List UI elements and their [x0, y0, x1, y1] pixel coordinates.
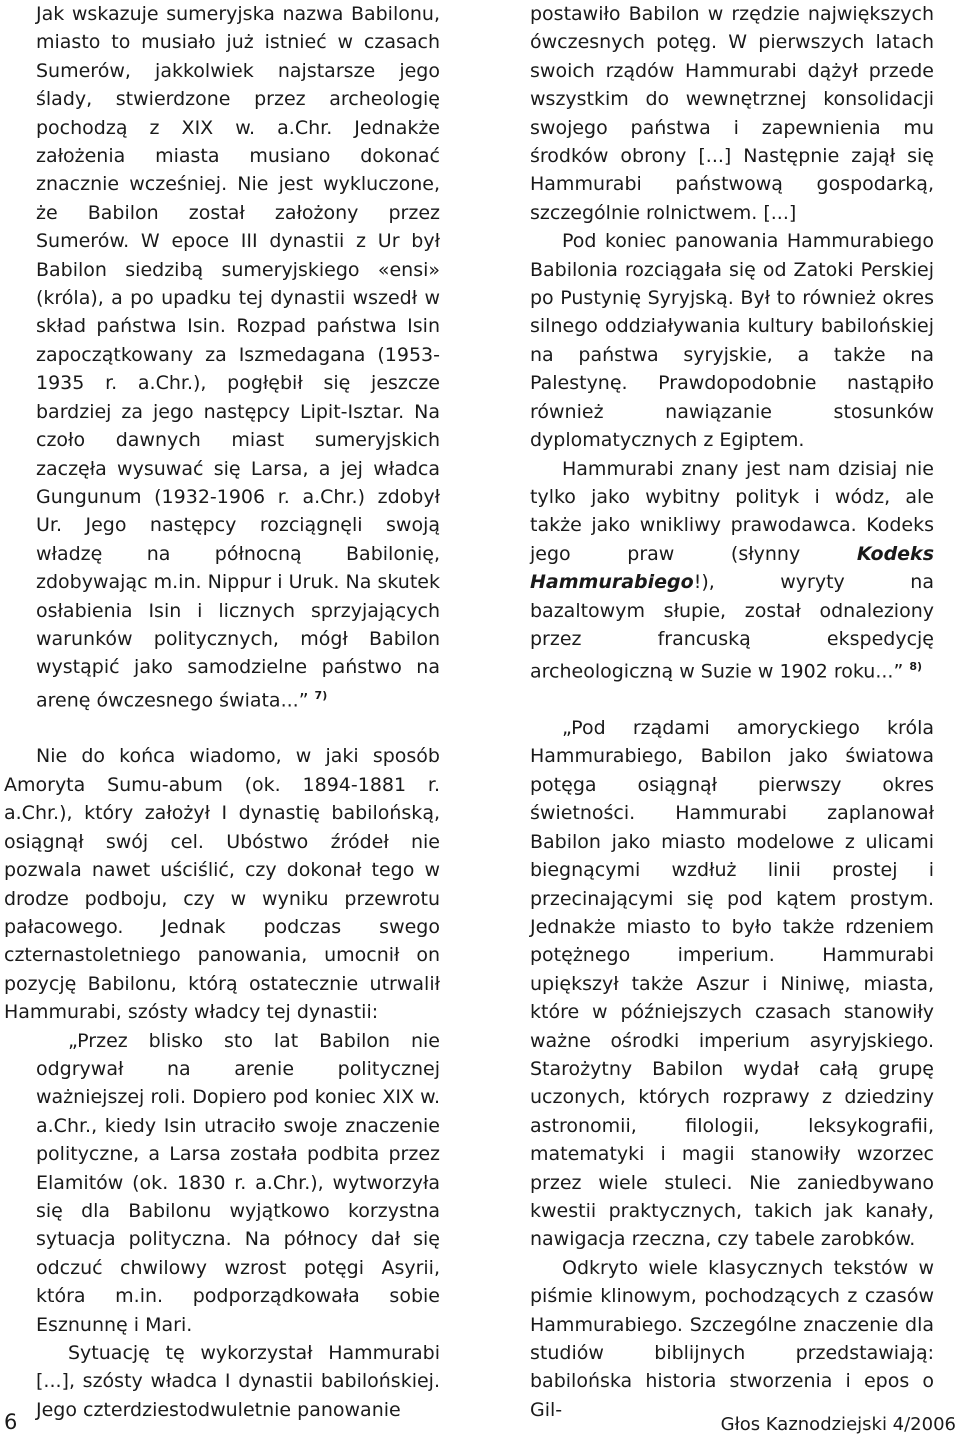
left-quote-1: „Przez blisko sto lat Babilon nie odgrywał na arenie politycznej ważniejszej roli. Dopiero pod koniec XIX w. a.Chr., kiedy Isin utraciło swoje znaczenie polityczne, a Larsa została podbita przez Elamitów (ok. 1830 r. a.Chr.), wytworzyła się dla Babilonu wyjątkowo korzystna sytuacja polityczna. Na północy dał się odczuć chwilowy wzrost potęgi Asyrii, która m.in. podporządkowała sobie Esznunnę i Mari.: [36, 1029, 440, 1336]
right-paragraph-2: Pod koniec panowania Hammurabiego Babilonia rozciągała się od Zatoki Perskiej po Pustynię Syryjską. Był to również okres silnego oddziaływania kultury babilońskiej na państwa syryjskie, a także na Palestynę. Prawdopodobnie nastąpiło również nawiązanie stosunków dyplomatycznych z Egiptem.: [530, 230, 934, 452]
paragraph-gap: [4, 714, 440, 742]
left-column: [4, 0, 440, 1424]
left-paragraph-1-text: Jak wskazuje sumeryjska nazwa Babilonu, miasto to musiało już istnieć w czasach Sumerów, jakkolwiek najstarsze jego ślady, stwierdzone przez archeologię pochodzą z XIX w. a.Chr. Jednakże założenia miasta musiano dokonać znacznie wcześniej. Nie jest wykluczone, że Babilon został założony przez Sumerów. W epoce III dynastii z Ur był Babilon siedzibą sumeryjskiego «ensi» (króla), a po upadku tej dynastii wszedł w skład państwa Isin. Rozpad państwa Isin zapoczątkowany za Iszmedagana (1953-1935 r. a.Chr.), pogłębił się jeszcze bardziej za jego następcy Lipit-Isztar. Na czoło dawnych miast sumeryjskich zaczęła wysuwać się Larsa, a jej władca Gungunum (1932-1906 r. a.Chr.) zdobył Ur. Jego następcy rozciągnęli swoją władzę na północną Babilonię, zdobywając m.in. Nippur i Uruk. Na skutek osłabienia Isin i licznych sprzyjających warunków politycznych, mógł Babilon wystąpić jako samodzielne państwo na arenę ówczesnego świata...”: [36, 3, 440, 712]
right-column: [530, 0, 934, 1424]
journal-title: Głos Kaznodziejski 4/2006: [720, 1414, 956, 1435]
paragraph-gap: [530, 686, 934, 714]
footnote-ref-7: 7): [314, 688, 328, 702]
right-paragraph-3-text-a: Hammurabi znany jest nam dzisiaj nie tylko jako wybitny polityk i wódz, ale także jako wnikliwy prawodawca. Kodeks jego praw (słynny: [530, 457, 934, 565]
footnote-ref-8: 8): [909, 660, 922, 674]
page-number: 6: [4, 1410, 18, 1434]
right-quote-1: „Pod rządami amoryckiego króla Hammurabiego, Babilon jako światowa potęga osiągnął pierwszy okres świetności. Hammurabi zaplanował Babilon jako miasto modelowe z ulicami biegnącymi wzdłuż linii prostej i przecinającymi się pod kątem prostym. Jednakże miasto to było także rdzeniem potężnego imperium. Hammurabi upiększył także Aszur i Niniwę, miasta, które w późniejszych czasach stanowiły ważne ośrodki imperium asyryjskiego. Starożytny Babilon wydał całą grupę uczonych, których rozprawy z dziedziny astronomii, filologii, leksykografii, matematyki i magii stanowiły wzorzec przez wiele stuleci. Nie zaniedbywano kwestii praktycznych, takich jak kanały, nawigacja rzeczna, czy tabele zarobków.: [530, 717, 934, 1251]
right-paragraph-1: postawiło Babilon w rzędzie największych ówczesnych potęg. W pierwszych latach swoich rządów Hammurabi dążył przede wszystkim do wewnętrznej konsolidacji swojego państwa i zapewnienia mu środków obrony [...] Następnie zajął się Hammurabi państwową gospodarką, szczególnie rolnictwem. [...]: [530, 3, 934, 224]
kodeks-hammurabiego-title: Kodeks Hammurabiego: [530, 542, 934, 594]
left-paragraph-2: Nie do końca wiadomo, w jaki sposób Amoryta Sumu-abum (ok. 1894-1881 r. a.Chr.), który założył I dynastię babilońską, osiągnął swój cel. Ubóstwo źródeł nie pozwala nawet uściślić, czy dokonał tego w drodze podboju, czy w wyniku przewrotu pałacowego. Jednak podczas swego czternastoletniego panowania, umocnił on pozycję Babilonu, którą ostatecznie utrwalił Hammurabi, szósty władcy tej dynastii:: [4, 745, 440, 1024]
left-quote-2: Sytuację tę wykorzystał Hammurabi [...], szósty władca I dynastii babilońskiej. Jego czterdziestodwuletnie panowanie: [36, 1342, 440, 1421]
right-quote-2: Odkryto wiele klasycznych tekstów w piśmie klinowym, pochodzących z czasów Hammurabiego. Szczególne znaczenie dla studiów biblijnych przedstawiają: babilońska historia stworzenia i epos o Gil-: [530, 1256, 934, 1421]
right-paragraph-3-text-b: !), wyryty na bazaltowym słupie, został odnaleziony przez francuską ekspedycję archeologiczną w Suzie w 1902 roku...”: [530, 571, 934, 683]
left-paragraph-1: [4, 0, 440, 714]
right-paragraph-3: [530, 455, 934, 687]
